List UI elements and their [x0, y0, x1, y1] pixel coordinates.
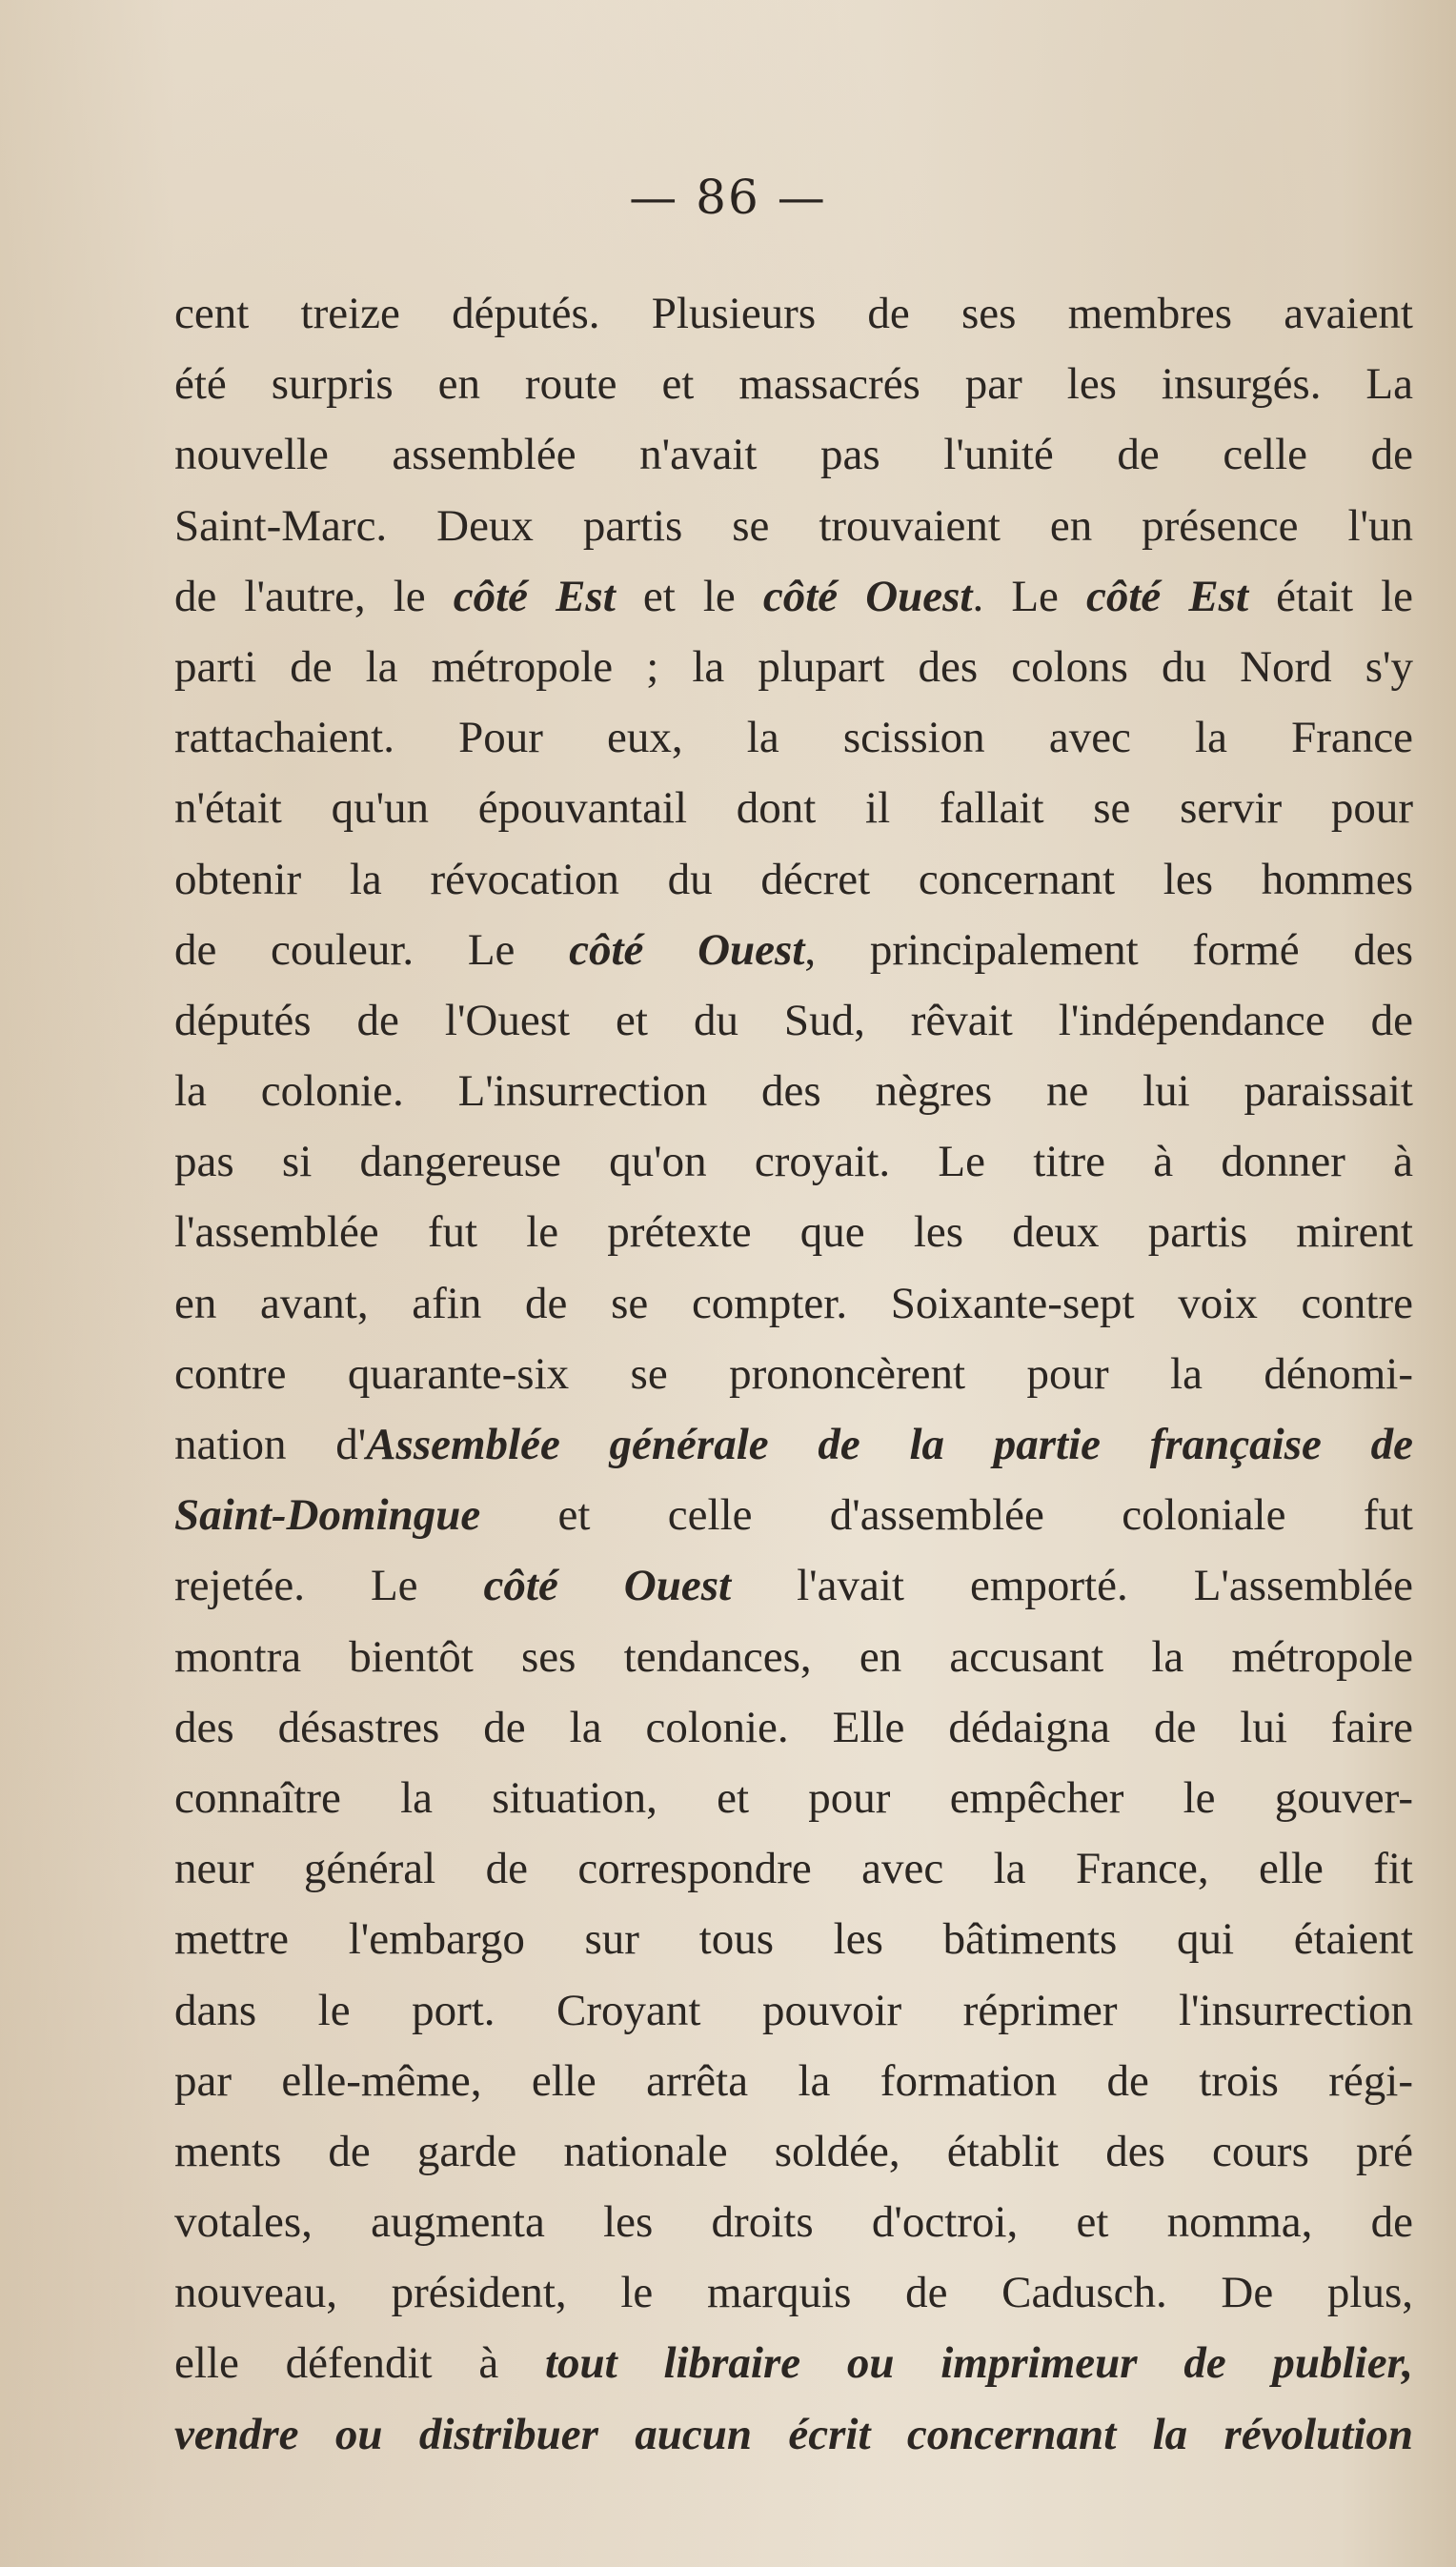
text-segment: nation d': [174, 1420, 367, 1469]
text-segment: parti de la métropole ; la plupart des colons du Nord s'y: [174, 641, 1413, 692]
text-line: [174, 844, 1413, 915]
text-line: [174, 1550, 1413, 1621]
text-line: [174, 561, 1413, 632]
text-line: [174, 773, 1413, 843]
italic-segment: Saint-Domingue: [174, 1490, 481, 1541]
body-text: [174, 278, 1413, 2470]
text-line: [174, 1904, 1413, 1974]
text-segment: la colonie. L'insurrection des nègres ne lui paraissait: [174, 1066, 1413, 1117]
text-line: [174, 985, 1413, 1056]
italic-segment: côté Est: [1085, 571, 1249, 621]
text-segment: elle défendit à: [174, 2338, 545, 2389]
text-segment: de couleur. Le: [174, 924, 570, 975]
text-line: [174, 278, 1413, 349]
italic-segment: vendre ou distribuer aucun écrit concernant la révolution: [174, 2409, 1413, 2459]
text-segment: votales, augmenta les droits d'octroi, et nomma, de: [174, 2197, 1413, 2248]
text-segment: députés de l'Ouest et du Sud, rêvait l'indépendance de: [174, 995, 1413, 1045]
text-segment: obtenir la révocation du décret concernant les hommes: [174, 854, 1413, 904]
text-line: [174, 702, 1413, 773]
text-segment: , principalement formé des: [804, 924, 1413, 975]
text-segment: dans le port. Croyant pouvoir réprimer l'insurrection: [174, 1985, 1413, 2035]
text-line: [174, 632, 1413, 702]
text-segment: nouvelle assemblée n'avait pas l'unité de celle de: [174, 430, 1413, 480]
text-segment: Saint-Marc. Deux partis se trouvaient en présence l'un: [174, 500, 1413, 551]
text-segment: connaître la situation, et pour empêcher le gouver-: [174, 1772, 1413, 1823]
text-line: [174, 915, 1413, 985]
italic-segment: Assemblée générale de la partie française de: [366, 1420, 1413, 1469]
text-segment: rattachaient. Pour eux, la scission avec la France: [174, 713, 1413, 763]
text-line: [174, 2328, 1413, 2398]
text-line: [174, 1833, 1413, 1904]
text-line: [174, 1480, 1413, 1550]
text-line: [174, 1268, 1413, 1339]
italic-segment: côté Ouest: [569, 924, 805, 975]
text-line: [174, 491, 1413, 561]
page-number: — 86 —: [629, 170, 827, 225]
text-line: [174, 2399, 1413, 2470]
text-segment: ments de garde nationale soldée, établit des cours pré: [174, 2126, 1413, 2176]
text-segment: . Le: [972, 571, 1086, 621]
text-segment: rejetée. Le: [174, 1561, 484, 1611]
text-line: [174, 1692, 1413, 1763]
text-line: [174, 419, 1413, 490]
text-segment: cent treize députés. Plusieurs de ses membres avaient: [174, 289, 1413, 338]
text-segment: et le: [615, 571, 763, 621]
text-segment: l'assemblée fut le prétexte que les deux partis mirent: [174, 1207, 1413, 1258]
text-segment: montra bientôt ses tendances, en accusant la métropole: [174, 1631, 1413, 1682]
text-line: [174, 1056, 1413, 1126]
text-segment: par elle-même, elle arrêta la formation de trois régi-: [174, 2055, 1413, 2106]
italic-segment: côté Est: [453, 571, 616, 621]
text-line: [174, 2046, 1413, 2116]
text-line: [174, 1975, 1413, 2046]
text-line: [174, 1409, 1413, 1480]
text-segment: nouveau, président, le marquis de Cadusch. De plus,: [174, 2268, 1413, 2318]
text-line: [174, 1622, 1413, 1692]
text-segment: neur général de correspondre avec la France, elle fit: [174, 1844, 1413, 1894]
italic-segment: tout libraire ou imprimeur de publier,: [544, 2338, 1413, 2389]
italic-segment: côté Ouest: [483, 1561, 732, 1611]
text-segment: était le: [1248, 571, 1413, 621]
text-segment: et celle d'assemblée coloniale fut: [480, 1490, 1413, 1541]
text-segment: pas si dangereuse qu'on croyait. Le titre à donner à: [174, 1137, 1413, 1187]
text-line: [174, 2116, 1413, 2187]
text-line: [174, 2257, 1413, 2328]
text-segment: n'était qu'un épouvantail dont il fallait se servir pour: [174, 783, 1413, 834]
text-segment: mettre l'embargo sur tous les bâtiments qui étaient: [174, 1914, 1413, 1965]
italic-segment: côté Ouest: [762, 571, 973, 621]
text-segment: l'avait emporté. L'assemblée: [731, 1561, 1413, 1611]
text-line: [174, 1197, 1413, 1267]
text-segment: été surpris en route et massacrés par les insurgés. La: [174, 359, 1413, 410]
text-segment: des désastres de la colonie. Elle dédaigna de lui faire: [174, 1702, 1413, 1752]
text-line: [174, 1126, 1413, 1197]
text-line: [174, 1763, 1413, 1833]
text-segment: contre quarante-six se prononcèrent pour la dénomi-: [174, 1348, 1413, 1399]
text-line: [174, 1339, 1413, 1409]
text-line: [174, 349, 1413, 419]
text-line: [174, 2187, 1413, 2257]
text-segment: de l'autre, le: [174, 571, 454, 621]
text-segment: en avant, afin de se compter. Soixante-sept voix contre: [174, 1278, 1413, 1328]
